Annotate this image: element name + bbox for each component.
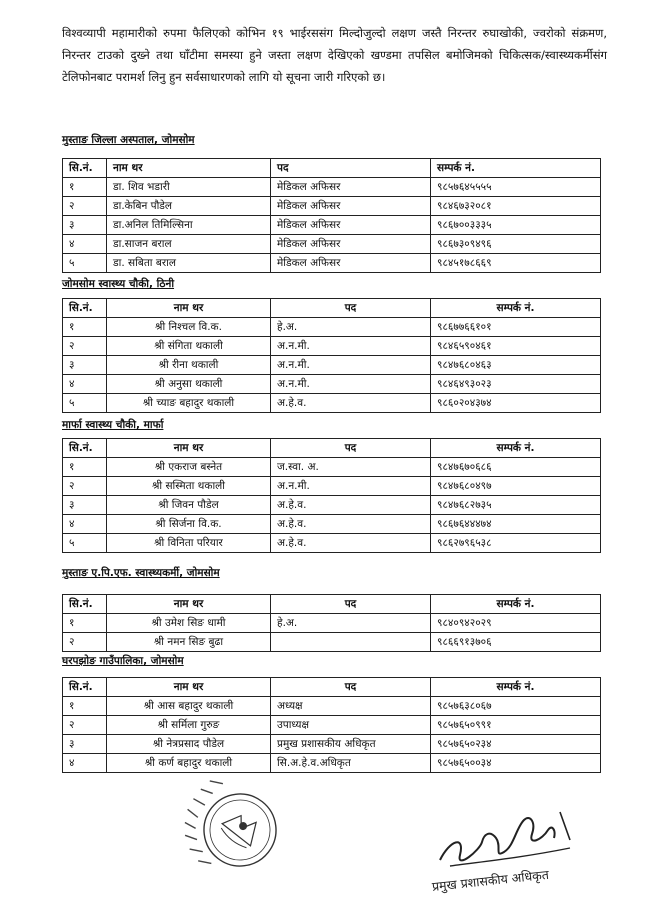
cell-contact: ९८६७००३३३५ (431, 216, 601, 235)
cell-contact: ९८५७६४५५५५ (431, 178, 601, 197)
cell-contact: ९८४७६८०४९७ (431, 477, 601, 496)
cell-contact: ९८६७७६६१०१ (431, 318, 601, 337)
header-sn: सि.नं. (63, 678, 107, 697)
cell-sn: २ (63, 633, 107, 652)
table-row (63, 337, 601, 356)
cell-post: हे.अ. (271, 614, 431, 633)
cell-sn: ४ (63, 235, 107, 254)
cell-sn: २ (63, 477, 107, 496)
header-sn: सि.नं. (63, 299, 107, 318)
cell-post: ज.स्वा. अ. (271, 458, 431, 477)
cell-name: श्री सर्मिला गुरुङ (107, 716, 271, 735)
cell-post: मेडिकल अफिसर (271, 197, 431, 216)
section-title-district-hospital: मुस्ताङ जिल्ला अस्पताल, जोमसोम (62, 134, 195, 146)
cell-post: अ.न.मी. (271, 375, 431, 394)
table-row (63, 458, 601, 477)
cell-sn: ४ (63, 375, 107, 394)
cell-contact: ९८४६४९३०२३ (431, 375, 601, 394)
signatory-designation: प्रमुख प्रशासकीय अधिकृत (431, 866, 550, 894)
cell-sn: ५ (63, 254, 107, 273)
cell-post (271, 633, 431, 652)
table-row (63, 614, 601, 633)
table-header-row (63, 595, 601, 614)
table-row (63, 735, 601, 754)
cell-name: श्री नेत्रप्रसाद पौडेल (107, 735, 271, 754)
cell-name: श्री संगिता थकाली (107, 337, 271, 356)
contact-table-apf-health-workers (62, 594, 601, 652)
header-contact: सम्पर्क नं. (431, 299, 601, 318)
header-post: पद (271, 299, 431, 318)
cell-contact: ९८५७६५०२३४ (431, 735, 601, 754)
cell-contact: ९८४५१७८६६९ (431, 254, 601, 273)
header-sn: सि.नं. (63, 439, 107, 458)
contact-table-gharapjhong-rural-municipality (62, 677, 601, 773)
cell-name: श्री अनुसा थकाली (107, 375, 271, 394)
section-title-apf-health-workers: मुस्ताङ ए.पि.एफ. स्वास्थ्यकर्मी, जोमसोम (62, 567, 220, 579)
table-row (63, 716, 601, 735)
cell-sn: १ (63, 614, 107, 633)
cell-sn: ३ (63, 356, 107, 375)
cell-post: उपाध्यक्ष (271, 716, 431, 735)
cell-post: अ.न.मी. (271, 477, 431, 496)
table-row (63, 235, 601, 254)
cell-name: डा.अनिल तिमिल्सिना (107, 216, 271, 235)
cell-contact: ९८४७६८०४६३ (431, 356, 601, 375)
cell-post: मेडिकल अफिसर (271, 254, 431, 273)
header-contact: सम्पर्क नं. (431, 595, 601, 614)
cell-post: अध्यक्ष (271, 697, 431, 716)
cell-name: डा. शिव भडारी (107, 178, 271, 197)
cell-sn: २ (63, 337, 107, 356)
office-stamp (170, 770, 310, 890)
cell-name: श्री कर्ण बहादुर थकाली (107, 754, 271, 773)
cell-contact: ९८४७६७०६८६ (431, 458, 601, 477)
cell-contact: ९८६७३०९४९६ (431, 235, 601, 254)
cell-contact: ९८५७६३८०६७ (431, 697, 601, 716)
cell-post: सि.अ.हे.व.अधिकृत (271, 754, 431, 773)
cell-name: श्री निश्चल वि.क. (107, 318, 271, 337)
intro-paragraph: विश्वव्यापी महामारीको रुपमा फैलिएको कोभिन १९ भाईरससंग मिल्दोजुल्दो लक्षण जस्तै निरन्तर रुघाखोकी, ज्वरोको संक्रमण, निरन्तर टाउको दुख्ने तथा घाँटीमा समस्या हुने जस्ता लक्षण देखिएको खण्डमा तपसिल बमोजिमको चिकित्सक/स्वास्थ्यकर्मीसंग टेलिफोनबाट परामर्श लिनु हुन सर्वसाधारणको लागि यो सूचना जारी गरिएको छ। (62, 25, 607, 84)
cell-post: अ.न.मी. (271, 337, 431, 356)
cell-post: मेडिकल अफिसर (271, 216, 431, 235)
cell-sn: १ (63, 697, 107, 716)
cell-post: अ.न.मी. (271, 356, 431, 375)
cell-post: प्रमुख प्रशासकीय अधिकृत (271, 735, 431, 754)
cell-contact: ९८४०९४२०२९ (431, 614, 601, 633)
cell-name: श्री नमन सिङ बुढा (107, 633, 271, 652)
header-sn: सि.नं. (63, 159, 107, 178)
cell-name: श्री सिर्जना वि.क. (107, 515, 271, 534)
cell-name: डा. सबिता बराल (107, 254, 271, 273)
cell-sn: ३ (63, 216, 107, 235)
cell-sn: ५ (63, 534, 107, 553)
cell-contact: ९८६२७९६५३८ (431, 534, 601, 553)
cell-name: श्री विनिता परियार (107, 534, 271, 553)
header-contact: सम्पर्क नं. (431, 678, 601, 697)
cell-name: श्री रीना थकाली (107, 356, 271, 375)
cell-name: श्री सस्मिता थकाली (107, 477, 271, 496)
cell-sn: १ (63, 178, 107, 197)
cell-post: मेडिकल अफिसर (271, 235, 431, 254)
cell-contact: ९८५७६५०९९१ (431, 716, 601, 735)
table-row (63, 216, 601, 235)
table-header-row (63, 439, 601, 458)
cell-sn: १ (63, 458, 107, 477)
table-header-row (63, 299, 601, 318)
cell-contact: ९८६६९१३७०६ (431, 633, 601, 652)
table-row (63, 254, 601, 273)
cell-contact: ९८६०२०४३७४ (431, 394, 601, 413)
section-title-jomsom-health-post: जोमसोम स्वास्थ्य चौकी, ठिनी (62, 278, 175, 290)
header-name: नाम थर (107, 595, 271, 614)
header-post: पद (271, 159, 431, 178)
cell-contact: ९८५७६५००३४ (431, 754, 601, 773)
cell-post: मेडिकल अफिसर (271, 178, 431, 197)
section-title-marpha-health-post: मार्फा स्वास्थ्य चौकी, मार्फा (62, 419, 164, 431)
cell-name: डा.साजन बराल (107, 235, 271, 254)
cell-sn: ५ (63, 394, 107, 413)
table-row (63, 375, 601, 394)
cell-contact: ९८४७६८२७३५ (431, 496, 601, 515)
cell-sn: २ (63, 197, 107, 216)
table-row (63, 477, 601, 496)
cell-post: हे.अ. (271, 318, 431, 337)
cell-contact: ९८६७६४४४७४ (431, 515, 601, 534)
cell-post: अ.हे.व. (271, 515, 431, 534)
header-post: पद (271, 595, 431, 614)
contact-table-marpha-health-post (62, 438, 601, 553)
contact-table-district-hospital (62, 158, 601, 273)
cell-name: श्री आस बहादुर थकाली (107, 697, 271, 716)
table-row (63, 697, 601, 716)
table-row (63, 534, 601, 553)
table-row (63, 356, 601, 375)
table-row (63, 633, 601, 652)
cell-sn: ३ (63, 496, 107, 515)
table-row (63, 754, 601, 773)
cell-contact: ९८४६५९०४६१ (431, 337, 601, 356)
header-post: पद (271, 439, 431, 458)
contact-table-jomsom-health-post (62, 298, 601, 413)
cell-sn: ४ (63, 754, 107, 773)
table-row (63, 496, 601, 515)
header-name: नाम थर (107, 439, 271, 458)
table-row (63, 197, 601, 216)
cell-name: श्री जिवन पौडेल (107, 496, 271, 515)
cell-sn: १ (63, 318, 107, 337)
header-sn: सि.नं. (63, 595, 107, 614)
cell-sn: ४ (63, 515, 107, 534)
cell-contact: ९८४६७३२०८१ (431, 197, 601, 216)
table-row (63, 178, 601, 197)
table-row (63, 515, 601, 534)
cell-sn: २ (63, 716, 107, 735)
table-row (63, 318, 601, 337)
cell-sn: ३ (63, 735, 107, 754)
table-header-row (63, 678, 601, 697)
header-post: पद (271, 678, 431, 697)
header-name: नाम थर (107, 678, 271, 697)
header-contact: सम्पर्क नं. (431, 159, 601, 178)
cell-name: डा.केबिन पौडेल (107, 197, 271, 216)
header-contact: सम्पर्क नं. (431, 439, 601, 458)
cell-name: श्री एकराज बस्नेत (107, 458, 271, 477)
section-title-gharapjhong-rural-municipality: घरपझोङ गाउँपालिका, जोमसोम (62, 655, 184, 667)
table-row (63, 394, 601, 413)
cell-name: श्री च्याङ बहादुर थकाली (107, 394, 271, 413)
header-name: नाम थर (107, 159, 271, 178)
cell-post: अ.हे.व. (271, 534, 431, 553)
cell-post: अ.हे.व. (271, 496, 431, 515)
table-header-row (63, 159, 601, 178)
cell-post: अ.हे.व. (271, 394, 431, 413)
cell-name: श्री उमेश सिङ धामी (107, 614, 271, 633)
header-name: नाम थर (107, 299, 271, 318)
